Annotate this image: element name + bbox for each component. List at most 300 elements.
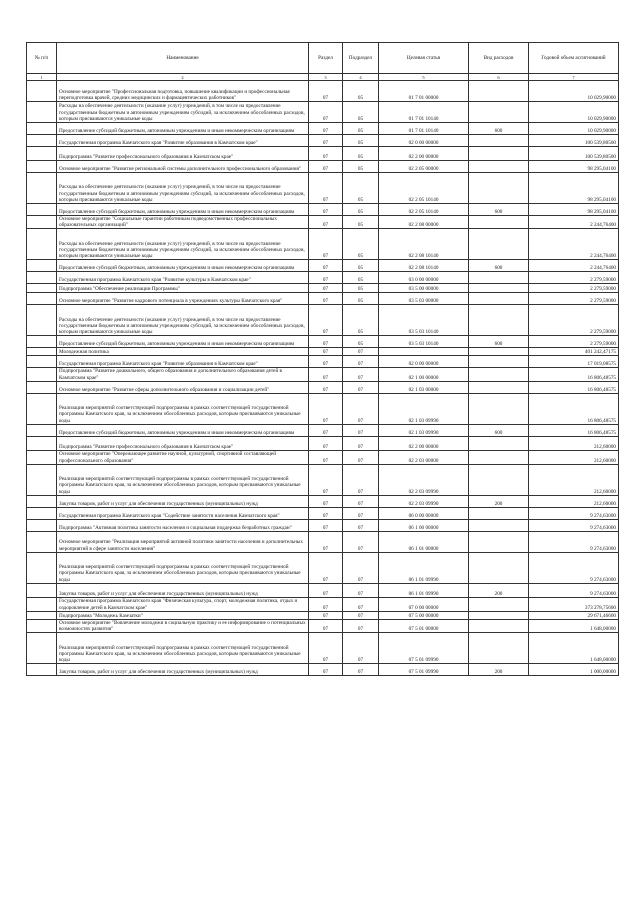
row-number bbox=[27, 368, 57, 381]
row-expense-type: 600 bbox=[469, 204, 529, 216]
row-razdel: 07 bbox=[309, 229, 343, 260]
row-number bbox=[27, 597, 57, 611]
row-name: Основное мероприятие "Развитие региональной системы дополнительного профессионального образования" bbox=[57, 161, 309, 173]
row-amount: 9 274,63000 bbox=[529, 507, 619, 519]
row-number bbox=[27, 519, 57, 531]
row-name: Основное мероприятие "Социальные гарантии работникам подведомственных профессиональных образовательных организаций" bbox=[57, 216, 309, 229]
table-row bbox=[27, 495, 619, 507]
row-number bbox=[27, 424, 57, 436]
row-amount: 401 242,47175 bbox=[529, 348, 619, 356]
row-amount: 10 029,90000 bbox=[529, 81, 619, 102]
table-row bbox=[27, 305, 619, 336]
table-row bbox=[27, 284, 619, 293]
row-number bbox=[27, 272, 57, 284]
row-amount: 16 806,48575 bbox=[529, 381, 619, 393]
header-name: Наименование bbox=[57, 43, 309, 74]
table-row bbox=[27, 272, 619, 284]
row-razdel: 07 bbox=[309, 123, 343, 135]
row-razdel: 07 bbox=[309, 381, 343, 393]
row-amount: 2 244,76400 bbox=[529, 229, 619, 260]
table-row bbox=[27, 161, 619, 173]
table-row bbox=[27, 619, 619, 632]
row-expense-type: 600 bbox=[469, 260, 529, 272]
row-expense-type: 600 bbox=[469, 123, 529, 135]
row-expense-type: 600 bbox=[469, 336, 529, 348]
row-expense-type bbox=[469, 611, 529, 619]
table-row bbox=[27, 147, 619, 161]
row-podrazdel: 07 bbox=[343, 356, 379, 368]
row-number bbox=[27, 583, 57, 597]
column-index: 5 bbox=[379, 74, 469, 81]
table-row bbox=[27, 552, 619, 583]
row-razdel: 07 bbox=[309, 336, 343, 348]
row-razdel: 07 bbox=[309, 293, 343, 305]
row-target-article: 03 5 00 00000 bbox=[379, 284, 469, 293]
row-target-article: 07 0 00 00000 bbox=[379, 597, 469, 611]
row-name: Основное мероприятие "Реализация мероприятий активной политики занятости населения и дополнительных мероприятий в сфере занятости населения" bbox=[57, 531, 309, 552]
row-razdel: 07 bbox=[309, 147, 343, 161]
table-row bbox=[27, 464, 619, 495]
row-number bbox=[27, 229, 57, 260]
row-podrazdel: 05 bbox=[343, 123, 379, 135]
row-target-article: 02 1 03 00000 bbox=[379, 381, 469, 393]
row-expense-type bbox=[469, 381, 529, 393]
row-target-article: 02 2 00 00000 bbox=[379, 147, 469, 161]
row-amount: 1 648,00000 bbox=[529, 619, 619, 632]
row-name: Расходы на обеспечение деятельности (оказание услуг) учреждений, в том числе на предоставление государственным бюджетным и автономным учреждениям субсидий, за исключением обособленных расходов, которым присваиваются уникальные коды bbox=[57, 102, 309, 123]
row-number bbox=[27, 619, 57, 632]
row-razdel: 07 bbox=[309, 348, 343, 356]
row-podrazdel: 07 bbox=[343, 597, 379, 611]
row-name: Государственная программа Камчатского края "Развитие культуры в Камчатском крае" bbox=[57, 272, 309, 284]
row-amount: 212,60000 bbox=[529, 436, 619, 450]
row-amount: 98 295,04100 bbox=[529, 161, 619, 173]
row-number bbox=[27, 216, 57, 229]
row-podrazdel: 07 bbox=[343, 393, 379, 424]
row-razdel: 07 bbox=[309, 368, 343, 381]
row-target-article: 01 7 01 10140 bbox=[379, 102, 469, 123]
row-name: Предоставление субсидий бюджетным, автономным учреждениям и иным некоммерческим организациям bbox=[57, 123, 309, 135]
row-target-article bbox=[379, 348, 469, 356]
row-target-article: 02 1 00 00000 bbox=[379, 368, 469, 381]
row-amount: 98 295,04100 bbox=[529, 173, 619, 204]
row-razdel: 07 bbox=[309, 260, 343, 272]
table-row bbox=[27, 356, 619, 368]
row-name: Расходы на обеспечение деятельности (оказание услуг) учреждений, в том числе на предоставление государственным бюджетным и автономным учреждениям субсидий, за исключением обособленных расходов, которым присваиваются уникальные коды bbox=[57, 305, 309, 336]
row-number bbox=[27, 495, 57, 507]
row-name: Закупка товаров, работ и услуг для обеспечения государственных (муниципальных) нужд bbox=[57, 583, 309, 597]
row-expense-type bbox=[469, 368, 529, 381]
row-amount: 10 029,90000 bbox=[529, 102, 619, 123]
row-amount: 2 279,59000 bbox=[529, 284, 619, 293]
table-row bbox=[27, 583, 619, 597]
row-podrazdel: 07 bbox=[343, 436, 379, 450]
header-podrazdel: Подраздел bbox=[343, 43, 379, 74]
row-amount: 100 539,80500 bbox=[529, 147, 619, 161]
row-razdel: 07 bbox=[309, 552, 343, 583]
row-amount: 212,60000 bbox=[529, 464, 619, 495]
row-amount: 9 274,63000 bbox=[529, 552, 619, 583]
row-podrazdel: 07 bbox=[343, 348, 379, 356]
row-amount: 212,60000 bbox=[529, 450, 619, 464]
row-amount: 1 648,00000 bbox=[529, 633, 619, 664]
row-target-article: 06 1 01 09990 bbox=[379, 552, 469, 583]
row-podrazdel: 07 bbox=[343, 381, 379, 393]
table-row bbox=[27, 204, 619, 216]
row-expense-type: 200 bbox=[469, 495, 529, 507]
row-amount: 2 244,76400 bbox=[529, 216, 619, 229]
table-row bbox=[27, 336, 619, 348]
row-name: Государственная программа Камчатского края "Развитие образования в Камчатском крае" bbox=[57, 135, 309, 147]
row-podrazdel: 05 bbox=[343, 216, 379, 229]
row-razdel: 07 bbox=[309, 450, 343, 464]
row-podrazdel: 07 bbox=[343, 519, 379, 531]
row-razdel: 07 bbox=[309, 519, 343, 531]
row-razdel: 07 bbox=[309, 664, 343, 676]
row-podrazdel: 05 bbox=[343, 173, 379, 204]
row-target-article: 07 5 00 00000 bbox=[379, 611, 469, 619]
row-podrazdel: 05 bbox=[343, 305, 379, 336]
row-name: Основное мероприятие "Профессиональная подготовка, повышение квалификации и профессиональная переподготовка врачей, средних медицинских и фармацевтических работников" bbox=[57, 81, 309, 102]
row-podrazdel: 07 bbox=[343, 507, 379, 519]
table-row bbox=[27, 293, 619, 305]
row-target-article: 07 5 01 00000 bbox=[379, 619, 469, 632]
table-row bbox=[27, 633, 619, 664]
row-target-article: 07 5 01 09990 bbox=[379, 664, 469, 676]
column-index: 7 bbox=[529, 74, 619, 81]
row-expense-type bbox=[469, 284, 529, 293]
row-expense-type bbox=[469, 356, 529, 368]
row-number bbox=[27, 161, 57, 173]
row-amount: 9 274,63000 bbox=[529, 583, 619, 597]
row-podrazdel: 07 bbox=[343, 424, 379, 436]
table-row bbox=[27, 436, 619, 450]
row-razdel: 07 bbox=[309, 393, 343, 424]
table-row bbox=[27, 81, 619, 102]
row-number bbox=[27, 633, 57, 664]
table-row bbox=[27, 424, 619, 436]
row-podrazdel: 05 bbox=[343, 81, 379, 102]
row-number bbox=[27, 260, 57, 272]
row-target-article: 01 7 01 00000 bbox=[379, 81, 469, 102]
row-podrazdel: 07 bbox=[343, 552, 379, 583]
row-number bbox=[27, 664, 57, 676]
row-razdel: 07 bbox=[309, 135, 343, 147]
row-razdel: 07 bbox=[309, 173, 343, 204]
row-target-article: 03 5 03 10140 bbox=[379, 336, 469, 348]
row-expense-type bbox=[469, 161, 529, 173]
row-expense-type bbox=[469, 216, 529, 229]
row-expense-type bbox=[469, 619, 529, 632]
row-podrazdel: 07 bbox=[343, 450, 379, 464]
row-target-article: 02 1 03 09990 bbox=[379, 393, 469, 424]
row-number bbox=[27, 135, 57, 147]
row-expense-type bbox=[469, 519, 529, 531]
row-expense-type bbox=[469, 147, 529, 161]
row-name: Основное мероприятие "Развитие сферы дополнительного образования и социализации детей" bbox=[57, 381, 309, 393]
row-expense-type bbox=[469, 135, 529, 147]
row-name: Подпрограмма "Обеспечение реализации Программы" bbox=[57, 284, 309, 293]
row-number bbox=[27, 552, 57, 583]
row-number bbox=[27, 102, 57, 123]
column-index: 1 bbox=[27, 74, 57, 81]
row-amount: 16 806,48575 bbox=[529, 424, 619, 436]
row-target-article: 02 2 03 09990 bbox=[379, 495, 469, 507]
row-amount: 16 806,48575 bbox=[529, 368, 619, 381]
row-amount: 212,60000 bbox=[529, 495, 619, 507]
row-name: Основное мероприятие "Развитие кадрового потенциала в учреждениях культуры Камчатского края" bbox=[57, 293, 309, 305]
row-target-article: 02 2 05 10140 bbox=[379, 204, 469, 216]
row-amount: 373 278,75600 bbox=[529, 597, 619, 611]
row-number bbox=[27, 147, 57, 161]
row-name: Подпрограмма "Активная политика занятости населения и социальная поддержка безработных граждан" bbox=[57, 519, 309, 531]
table-row bbox=[27, 664, 619, 676]
row-target-article: 02 0 00 00000 bbox=[379, 356, 469, 368]
row-name: Подпрограмма "Развитие профессионального образования в Камчатском крае" bbox=[57, 436, 309, 450]
row-amount: 9 274,63000 bbox=[529, 519, 619, 531]
row-podrazdel: 05 bbox=[343, 293, 379, 305]
row-target-article: 02 2 05 00000 bbox=[379, 161, 469, 173]
row-name: Закупка товаров, работ и услуг для обеспечения государственных (муниципальных) нужд bbox=[57, 495, 309, 507]
row-amount: 100 539,80500 bbox=[529, 135, 619, 147]
table-row bbox=[27, 450, 619, 464]
row-amount: 10 029,90000 bbox=[529, 123, 619, 135]
row-podrazdel: 07 bbox=[343, 531, 379, 552]
row-razdel: 07 bbox=[309, 583, 343, 597]
row-number bbox=[27, 348, 57, 356]
row-expense-type bbox=[469, 305, 529, 336]
row-amount: 9 274,63000 bbox=[529, 531, 619, 552]
row-expense-type bbox=[469, 393, 529, 424]
row-expense-type bbox=[469, 597, 529, 611]
row-target-article: 02 2 08 10140 bbox=[379, 260, 469, 272]
row-podrazdel: 07 bbox=[343, 495, 379, 507]
row-razdel: 07 bbox=[309, 81, 343, 102]
row-name: Подпрограмма "Развитие дошкольного, общего образования и дополнительного образования детей в Камчатском крае" bbox=[57, 368, 309, 381]
row-target-article: 02 2 00 00000 bbox=[379, 436, 469, 450]
column-index: 2 bbox=[57, 74, 309, 81]
row-expense-type bbox=[469, 552, 529, 583]
row-number bbox=[27, 436, 57, 450]
row-name: Предоставление субсидий бюджетным, автономным учреждениям и иным некоммерческим организациям bbox=[57, 204, 309, 216]
row-name: Реализация мероприятий соответствующей подпрограммы в рамках соответствующей государственной программы Камчатского края, за исключением обособленных расходов, которым присваиваются уникальные коды bbox=[57, 552, 309, 583]
row-name: Предоставление субсидий бюджетным, автономным учреждениям и иным некоммерческим организациям bbox=[57, 260, 309, 272]
row-razdel: 07 bbox=[309, 356, 343, 368]
row-razdel: 07 bbox=[309, 284, 343, 293]
row-target-article: 06 0 00 00000 bbox=[379, 507, 469, 519]
row-expense-type bbox=[469, 348, 529, 356]
row-number bbox=[27, 464, 57, 495]
row-expense-type bbox=[469, 450, 529, 464]
table-row bbox=[27, 611, 619, 619]
row-razdel: 07 bbox=[309, 272, 343, 284]
column-index: 6 bbox=[469, 74, 529, 81]
row-expense-type bbox=[469, 436, 529, 450]
row-name: Предоставление субсидий бюджетным, автономным учреждениям и иным некоммерческим организациям bbox=[57, 336, 309, 348]
row-razdel: 07 bbox=[309, 507, 343, 519]
row-target-article: 02 1 03 09990 bbox=[379, 424, 469, 436]
row-number bbox=[27, 356, 57, 368]
row-expense-type bbox=[469, 633, 529, 664]
row-target-article: 03 5 03 10140 bbox=[379, 305, 469, 336]
row-expense-type bbox=[469, 81, 529, 102]
table-row bbox=[27, 229, 619, 260]
row-expense-type: 200 bbox=[469, 583, 529, 597]
row-number bbox=[27, 450, 57, 464]
row-amount: 2 279,59000 bbox=[529, 336, 619, 348]
row-number bbox=[27, 393, 57, 424]
row-number bbox=[27, 381, 57, 393]
row-expense-type: 600 bbox=[469, 424, 529, 436]
row-razdel: 07 bbox=[309, 531, 343, 552]
row-razdel: 07 bbox=[309, 495, 343, 507]
table-row bbox=[27, 507, 619, 519]
table-row bbox=[27, 123, 619, 135]
row-razdel: 07 bbox=[309, 436, 343, 450]
row-expense-type bbox=[469, 173, 529, 204]
budget-table bbox=[26, 42, 619, 676]
row-target-article: 03 0 00 00000 bbox=[379, 272, 469, 284]
row-number bbox=[27, 293, 57, 305]
budget-table-sheet bbox=[26, 42, 618, 676]
row-number bbox=[27, 204, 57, 216]
table-row bbox=[27, 173, 619, 204]
row-name: Закупка товаров, работ и услуг для обеспечения государственных (муниципальных) нужд bbox=[57, 664, 309, 676]
row-amount: 29 671,46600 bbox=[529, 611, 619, 619]
row-expense-type bbox=[469, 464, 529, 495]
row-target-article: 03 5 03 00000 bbox=[379, 293, 469, 305]
row-target-article: 02 0 00 00000 bbox=[379, 135, 469, 147]
row-amount: 98 295,04100 bbox=[529, 204, 619, 216]
row-podrazdel: 07 bbox=[343, 611, 379, 619]
row-target-article: 02 2 08 10140 bbox=[379, 229, 469, 260]
row-expense-type bbox=[469, 102, 529, 123]
row-number bbox=[27, 336, 57, 348]
row-name: Основное мероприятие "Вовлечение молодежи в социальную практику и ее информирование о потенциальных возможностях развития" bbox=[57, 619, 309, 632]
row-target-article: 06 1 01 09990 bbox=[379, 583, 469, 597]
row-podrazdel: 07 bbox=[343, 664, 379, 676]
row-name: Расходы на обеспечение деятельности (оказание услуг) учреждений, в том числе на предоставление государственным бюджетным и автономным учреждениям субсидий, за исключением обособленных расходов, которым присваиваются уникальные коды bbox=[57, 229, 309, 260]
row-target-article: 06 1 01 00000 bbox=[379, 531, 469, 552]
row-podrazdel: 05 bbox=[343, 135, 379, 147]
row-name: Реализация мероприятий соответствующей подпрограммы в рамках соответствующей государственной программы Камчатского края, за исключением обособленных расходов, которым присваиваются уникальные коды bbox=[57, 633, 309, 664]
row-podrazdel: 07 bbox=[343, 464, 379, 495]
table-row bbox=[27, 368, 619, 381]
header-annual-amount: Годовой объем ассигнований bbox=[529, 43, 619, 74]
row-amount: 1 000,00000 bbox=[529, 664, 619, 676]
row-razdel: 07 bbox=[309, 619, 343, 632]
table-row bbox=[27, 135, 619, 147]
row-amount: 2 279,59000 bbox=[529, 305, 619, 336]
column-index: 3 bbox=[309, 74, 343, 81]
row-podrazdel: 07 bbox=[343, 633, 379, 664]
header-expense-type: Вид расходов bbox=[469, 43, 529, 74]
row-razdel: 07 bbox=[309, 464, 343, 495]
row-razdel: 07 bbox=[309, 204, 343, 216]
row-podrazdel: 07 bbox=[343, 583, 379, 597]
row-name: Реализация мероприятий соответствующей подпрограммы в рамках соответствующей государственной программы Камчатского края, за исключением обособленных расходов, которым присваиваются уникальные коды bbox=[57, 393, 309, 424]
row-expense-type bbox=[469, 229, 529, 260]
row-name: Государственная программа Камчатского края "Содействие занятости населения Камчатского края" bbox=[57, 507, 309, 519]
row-razdel: 07 bbox=[309, 633, 343, 664]
row-podrazdel: 05 bbox=[343, 102, 379, 123]
row-target-article: 02 2 05 10140 bbox=[379, 173, 469, 204]
table-row bbox=[27, 381, 619, 393]
row-podrazdel: 07 bbox=[343, 368, 379, 381]
row-razdel: 07 bbox=[309, 597, 343, 611]
row-name: Государственная программа Камчатского края "Развитие образования в Камчатском крае" bbox=[57, 356, 309, 368]
row-razdel: 07 bbox=[309, 161, 343, 173]
header-row bbox=[27, 43, 619, 74]
row-podrazdel: 05 bbox=[343, 204, 379, 216]
row-expense-type bbox=[469, 507, 529, 519]
row-podrazdel: 05 bbox=[343, 284, 379, 293]
row-amount: 2 279,59000 bbox=[529, 293, 619, 305]
table-row bbox=[27, 102, 619, 123]
row-number bbox=[27, 611, 57, 619]
row-podrazdel: 05 bbox=[343, 229, 379, 260]
header-razdel: Раздел bbox=[309, 43, 343, 74]
row-name: Предоставление субсидий бюджетным, автономным учреждениям и иным некоммерческим организациям bbox=[57, 424, 309, 436]
row-target-article: 02 2 03 09990 bbox=[379, 464, 469, 495]
row-expense-type: 200 bbox=[469, 664, 529, 676]
row-target-article: 06 1 00 00000 bbox=[379, 519, 469, 531]
row-amount: 2 244,76400 bbox=[529, 260, 619, 272]
table-row bbox=[27, 348, 619, 356]
row-name: Молодежная политика bbox=[57, 348, 309, 356]
row-name: Расходы на обеспечение деятельности (оказание услуг) учреждений, в том числе на предоставление государственным бюджетным и автономным учреждениям субсидий, за исключением обособленных расходов, которым присваиваются уникальные коды bbox=[57, 173, 309, 204]
row-expense-type bbox=[469, 293, 529, 305]
row-number bbox=[27, 305, 57, 336]
row-amount: 17 019,08575 bbox=[529, 356, 619, 368]
row-podrazdel: 05 bbox=[343, 272, 379, 284]
column-index-row bbox=[27, 74, 619, 81]
row-target-article: 01 7 01 10140 bbox=[379, 123, 469, 135]
row-expense-type bbox=[469, 272, 529, 284]
row-razdel: 07 bbox=[309, 424, 343, 436]
row-podrazdel: 07 bbox=[343, 619, 379, 632]
table-row bbox=[27, 597, 619, 611]
row-target-article: 07 5 01 09990 bbox=[379, 633, 469, 664]
row-target-article: 02 2 08 00000 bbox=[379, 216, 469, 229]
row-podrazdel: 05 bbox=[343, 260, 379, 272]
header-target-article: Целевая статья bbox=[379, 43, 469, 74]
row-number bbox=[27, 173, 57, 204]
row-podrazdel: 05 bbox=[343, 161, 379, 173]
table-row bbox=[27, 531, 619, 552]
row-name: Государственная программа Камчатского края "Физическая культура, спорт, молодежная политика, отдых и оздоровление детей в Камчатском крае" bbox=[57, 597, 309, 611]
row-target-article: 02 2 03 00000 bbox=[379, 450, 469, 464]
header-num: № п/п bbox=[27, 43, 57, 74]
row-podrazdel: 05 bbox=[343, 147, 379, 161]
table-row bbox=[27, 519, 619, 531]
row-number bbox=[27, 123, 57, 135]
row-name: Подпрограмма "Молодежь Камчатки" bbox=[57, 611, 309, 619]
row-name: Подпрограмма "Развитие профессионального образования в Камчатском крае" bbox=[57, 147, 309, 161]
column-index: 4 bbox=[343, 74, 379, 81]
row-podrazdel: 05 bbox=[343, 336, 379, 348]
table-body bbox=[27, 81, 619, 676]
table-row bbox=[27, 216, 619, 229]
table-row bbox=[27, 260, 619, 272]
row-number bbox=[27, 81, 57, 102]
row-name: Реализация мероприятий соответствующей подпрограммы в рамках соответствующей государственной программы Камчатского края, за исключением обособленных расходов, которым присваиваются уникальные коды bbox=[57, 464, 309, 495]
row-number bbox=[27, 507, 57, 519]
row-razdel: 07 bbox=[309, 102, 343, 123]
row-expense-type bbox=[469, 531, 529, 552]
row-number bbox=[27, 284, 57, 293]
row-razdel: 07 bbox=[309, 216, 343, 229]
